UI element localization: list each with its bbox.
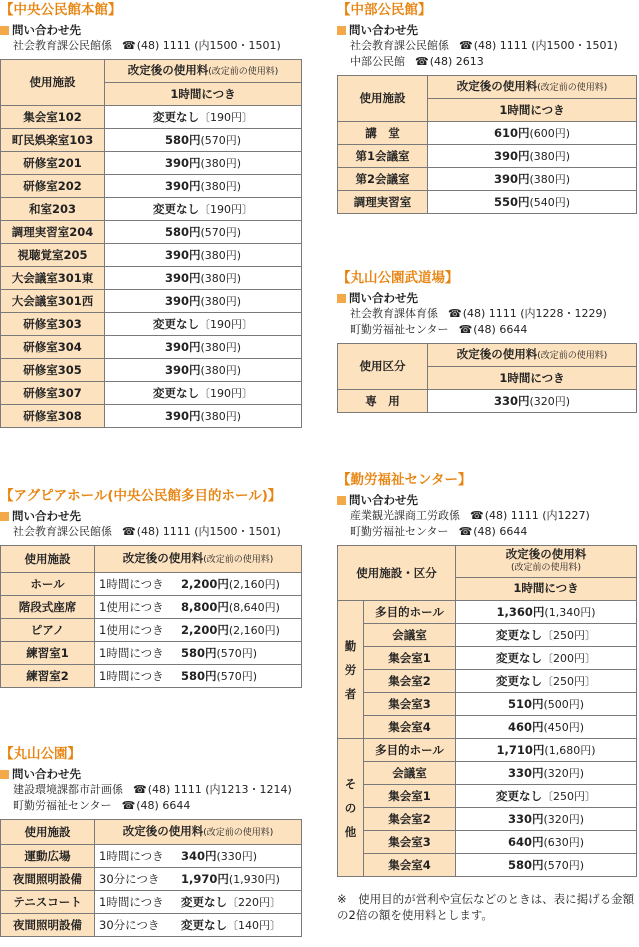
fee-unit: 1使用につき [99,599,164,614]
fee-unit: 1時間につき [99,645,164,660]
fee-new: 変更なし [181,894,227,909]
facility-name: 多目的ホール [364,739,456,762]
phone-icon: ☎ [122,525,136,538]
table-row [338,191,637,214]
facility-name: 研修室305 [1,359,105,382]
table-row [338,624,637,647]
facility-name: 会議室 [364,624,456,647]
table-row [1,914,302,937]
section-budo [337,270,637,413]
fee-cell [105,244,302,267]
table-row [1,359,302,382]
facility-name: 集会室4 [364,716,456,739]
table-row [1,573,302,596]
facility-name: 第1会議室 [338,145,428,168]
facility-name: ホール [1,573,95,596]
fee-old: 〔220円〕 [227,895,281,909]
fee-old: (450円) [543,720,585,734]
fee-table-chubu [337,75,637,214]
fee-unit: 1使用につき [99,622,164,637]
fee-old: 〔190円〕 [199,110,253,124]
header-unit: 1時間につき [105,83,302,106]
fee-new: 390円 [493,148,530,163]
section-title: 【中央公民館本館】 [0,2,122,18]
facility-name: 集会室102 [1,106,105,129]
fee-old: (380円) [200,409,242,423]
fee-unit: 1時間につき [99,894,164,909]
fee-table-budo [337,343,637,413]
table-row [338,670,637,693]
header-facility: 使用施設・区分 [338,546,456,601]
fee-new: 390円 [164,178,201,193]
fee-old: (500円) [543,697,585,711]
fee-old: (380円) [200,363,242,377]
fee-old: (320円) [529,394,571,408]
phone-icon: ☎ [459,39,473,52]
fee-new: 340円 [181,848,217,863]
phone-icon: ☎ [121,799,136,812]
fee-new: 変更なし [153,385,199,400]
fee-cell [456,739,637,762]
facility-name: ピアノ [1,619,95,642]
fee-old: (320円) [543,812,585,826]
contact-label: 問い合わせ先 [337,291,637,306]
fee-old: (570円) [216,646,258,660]
phone-icon: ☎ [133,783,147,796]
facility-name: 大会議室301東 [1,267,105,290]
fee-old: (8,640円) [228,600,280,614]
table-row [338,716,637,739]
fee-unit: 30分につき [99,871,160,886]
table-row [1,336,302,359]
fee-old: (2,160円) [228,577,280,591]
phone-icon: ☎ [122,39,136,52]
table-row [1,619,302,642]
fee-cell [428,122,637,145]
fee-cell [95,665,302,688]
fee-old: (540円) [529,195,571,209]
facility-name: 大会議室301西 [1,290,105,313]
facility-name: 集会室4 [364,854,456,877]
fee-unit: 1時間につき [99,576,164,591]
fee-cell [105,405,302,428]
header-facility: 使用施設 [1,820,95,845]
fee-new: 8,800円 [181,599,229,614]
fee-new: 1,710円 [496,742,545,757]
fee-cell [105,359,302,382]
fee-old: (570円) [200,133,242,147]
fee-new: 変更なし [153,109,199,124]
fee-cell [428,168,637,191]
contact-row: 社会教育課公民館係 ☎(48) 1111 (内1500・1501) [13,525,281,538]
facility-name: 練習室1 [1,642,95,665]
fee-cell [456,831,637,854]
fee-cell [456,716,637,739]
fee-new: 変更なし [181,917,227,932]
table-row [1,106,302,129]
fee-old: (380円) [529,172,571,186]
fee-new: 640円 [507,834,544,849]
fee-old: 〔190円〕 [199,386,253,400]
fee-cell [105,290,302,313]
facility-name: 専 用 [338,390,428,413]
facility-name: 多目的ホール [364,601,456,624]
contact-row: 町勤労福祉センター ☎(48) 6644 [350,323,528,336]
fee-old: (380円) [200,294,242,308]
fee-old: 〔140円〕 [227,918,281,932]
table-row [338,122,637,145]
table-row [338,831,637,854]
table-row [338,739,637,762]
fee-new: 390円 [164,339,201,354]
table-row [1,244,302,267]
phone-icon: ☎ [458,525,473,538]
facility-name: 運動広場 [1,845,95,868]
fee-cell [95,868,302,891]
fee-cell [95,619,302,642]
section-title: 【アグピアホール(中央公民館多目的ホール)】 [0,488,282,504]
section-chuo [0,2,302,428]
fee-old: 〔200円〕 [542,651,596,665]
fee-new: 580円 [164,132,201,147]
facility-name: 夜間照明設備 [1,868,95,891]
fee-unit: 30分につき [99,917,160,932]
facility-name: 集会室2 [364,670,456,693]
section-title: 【中部公民館】 [337,2,432,18]
fee-new: 330円 [493,393,530,408]
footnote: ※ 使用目的が営利や宣伝などのときは、表に掲げる金額の2倍の額を使用料とします。 [337,892,635,922]
fee-cell [95,573,302,596]
section-title: 【丸山公園武道場】 [337,270,459,286]
fee-old: (1,930円) [228,872,280,886]
facility-name: 練習室2 [1,665,95,688]
fee-cell [456,808,637,831]
fee-old: 〔250円〕 [542,674,596,688]
contact-label: 問い合わせ先 [0,23,302,38]
fee-new: 変更なし [496,650,542,665]
fee-new: 330円 [507,765,544,780]
fee-cell [456,785,637,808]
table-row [1,845,302,868]
header-fee: 改定後の使用料(改定前の使用料) [95,820,302,845]
table-row [1,596,302,619]
contact-label: 問い合わせ先 [0,509,302,524]
fee-new: 1,970円 [181,871,229,886]
fee-old: (1,680円) [544,743,596,757]
section-maruyama [0,746,302,937]
fee-old: 〔190円〕 [199,202,253,216]
fee-new: 610円 [493,125,530,140]
fee-old: (380円) [200,156,242,170]
fee-new: 390円 [164,270,201,285]
phone-icon: ☎ [415,55,429,68]
table-row [1,175,302,198]
header-facility: 使用施設 [338,76,428,122]
facility-name: 研修室201 [1,152,105,175]
facility-name: 町民娯楽室103 [1,129,105,152]
fee-new: 580円 [181,645,217,660]
fee-cell [105,175,302,198]
contact-row: 町勤労福祉センター ☎(48) 6644 [350,525,528,538]
fee-cell [95,596,302,619]
section-title: 【丸山公園】 [0,746,81,762]
table-row [1,152,302,175]
fee-cell [428,191,637,214]
fee-table-chuo [0,59,302,428]
fee-old: (570円) [543,858,585,872]
facility-name: 集会室2 [364,808,456,831]
facility-name: 調理実習室204 [1,221,105,244]
fee-new: 390円 [164,155,201,170]
fee-new: 390円 [164,293,201,308]
fee-new: 2,200円 [181,576,229,591]
fee-new: 580円 [507,857,544,872]
phone-icon: ☎ [458,323,473,336]
fee-unit: 1時間につき [99,668,164,683]
fee-cell [95,891,302,914]
contact-row: 産業観光課商工労政係 ☎(48) 1111 (内1227) [350,509,590,522]
facility-name: 視聴覚室205 [1,244,105,267]
fee-new: 580円 [181,668,217,683]
header-fee: 改定後の使用料(改定前の使用料) [428,76,637,99]
table-row [338,145,637,168]
facility-name: 和室203 [1,198,105,221]
fee-new: 390円 [164,362,201,377]
group-label: 勤労者 [338,601,364,739]
contact-row: 中部公民館 ☎(48) 2613 [350,55,484,68]
contact-label: 問い合わせ先 [337,493,637,508]
fee-cell [105,106,302,129]
contact-row: 社会教育課公民館係 ☎(48) 1111 (内1500・1501) [350,39,618,52]
header-fee: 改定後の使用料(改定前の使用料) [428,344,637,367]
fee-cell [456,762,637,785]
facility-name: 研修室303 [1,313,105,336]
header-unit: 1時間につき [428,367,637,390]
fee-cell [95,845,302,868]
facility-name: 調理実習室 [338,191,428,214]
fee-old: (380円) [200,179,242,193]
facility-name: 夜間照明設備 [1,914,95,937]
fee-new: 390円 [164,408,201,423]
facility-name: 第2会議室 [338,168,428,191]
fee-new: 変更なし [496,627,542,642]
fee-new: 580円 [164,224,201,239]
table-row [338,808,637,831]
fee-old: (1,340円) [544,605,596,619]
section-kinro [337,472,637,923]
header-unit: 1時間につき [456,577,637,600]
table-row [1,405,302,428]
fee-cell [105,198,302,221]
contact-row: 建設環境課都市計画係 ☎(48) 1111 (内1213・1214) [13,783,292,796]
fee-new: 2,200円 [181,622,229,637]
table-row [338,168,637,191]
table-row [338,647,637,670]
fee-old: 〔250円〕 [542,628,596,642]
table-row [1,891,302,914]
header-fee: 改定後の使用料(改定前の使用料) [105,60,302,83]
facility-name: 集会室1 [364,785,456,808]
table-row [1,129,302,152]
fee-cell [428,145,637,168]
fee-old: (2,160円) [228,623,280,637]
table-row [1,198,302,221]
table-row [338,601,637,624]
fee-table-agupia [0,545,302,688]
fee-new: 変更なし [496,673,542,688]
fee-old: (330円) [216,849,258,863]
contact-row: 社会教育課体育係 ☎(48) 1111 (内1228・1229) [350,307,607,320]
table-row [1,313,302,336]
table-row [1,267,302,290]
table-row [1,642,302,665]
fee-unit: 1時間につき [99,848,164,863]
fee-old: (380円) [200,248,242,262]
facility-name: 研修室308 [1,405,105,428]
fee-cell [428,390,637,413]
facility-name: 研修室304 [1,336,105,359]
fee-new: 390円 [493,171,530,186]
fee-new: 変更なし [153,316,199,331]
table-row [1,868,302,891]
facility-name: 講 堂 [338,122,428,145]
fee-old: (380円) [200,340,242,354]
fee-new: 510円 [507,696,544,711]
fee-cell [456,624,637,647]
fee-old: (320円) [543,766,585,780]
header-unit: 1時間につき [428,99,637,122]
table-row [1,382,302,405]
table-row [1,665,302,688]
facility-name: 集会室1 [364,647,456,670]
fee-new: 変更なし [496,788,542,803]
fee-cell [456,854,637,877]
header-facility: 使用区分 [338,344,428,390]
fee-old: (630円) [543,835,585,849]
fee-new: 550円 [493,194,530,209]
table-row [1,221,302,244]
fee-new: 460円 [507,719,544,734]
fee-cell [105,382,302,405]
facility-name: 階段式座席 [1,596,95,619]
fee-old: 〔250円〕 [542,789,596,803]
header-facility: 使用施設 [1,60,105,106]
fee-old: (570円) [216,669,258,683]
section-agupia [0,488,302,688]
fee-cell [105,221,302,244]
contact-label: 問い合わせ先 [0,767,302,782]
phone-icon: ☎ [470,509,484,522]
fee-cell [95,914,302,937]
table-row [1,290,302,313]
fee-cell [105,152,302,175]
fee-table-maruyama [0,819,302,937]
facility-name: テニスコート [1,891,95,914]
fee-new: 330円 [507,811,544,826]
fee-cell [456,670,637,693]
table-row [338,390,637,413]
facility-name: 集会室3 [364,693,456,716]
fee-old: (380円) [200,271,242,285]
table-row [338,693,637,716]
fee-cell [105,336,302,359]
header-facility: 使用施設 [1,546,95,573]
phone-icon: ☎ [448,307,462,320]
fee-old: (570円) [200,225,242,239]
fee-new: 390円 [164,247,201,262]
table-row [338,762,637,785]
contact-row: 社会教育課公民館係 ☎(48) 1111 (内1500・1501) [13,39,281,52]
fee-table-kinro [337,545,637,877]
fee-cell [105,129,302,152]
facility-name: 集会室3 [364,831,456,854]
header-fee: 改定後の使用料(改定前の使用料) [95,546,302,573]
fee-new: 1,360円 [496,604,545,619]
facility-name: 研修室307 [1,382,105,405]
section-chubu [337,2,637,214]
table-row [338,854,637,877]
header-fee: 改定後の使用料 (改定前の使用料) [456,546,637,578]
contact-label: 問い合わせ先 [337,23,637,38]
fee-cell [456,601,637,624]
group-label: その他 [338,739,364,877]
fee-cell [456,647,637,670]
facility-name: 研修室202 [1,175,105,198]
fee-old: (600円) [529,126,571,140]
section-title: 【勤労福祉センター】 [337,472,472,488]
fee-new: 変更なし [153,201,199,216]
facility-name: 会議室 [364,762,456,785]
fee-cell [456,693,637,716]
fee-cell [105,267,302,290]
fee-old: (380円) [529,149,571,163]
table-row [338,785,637,808]
fee-cell [95,642,302,665]
fee-cell [105,313,302,336]
contact-row: 町勤労福祉センター ☎(48) 6644 [13,799,191,812]
fee-old: 〔190円〕 [199,317,253,331]
